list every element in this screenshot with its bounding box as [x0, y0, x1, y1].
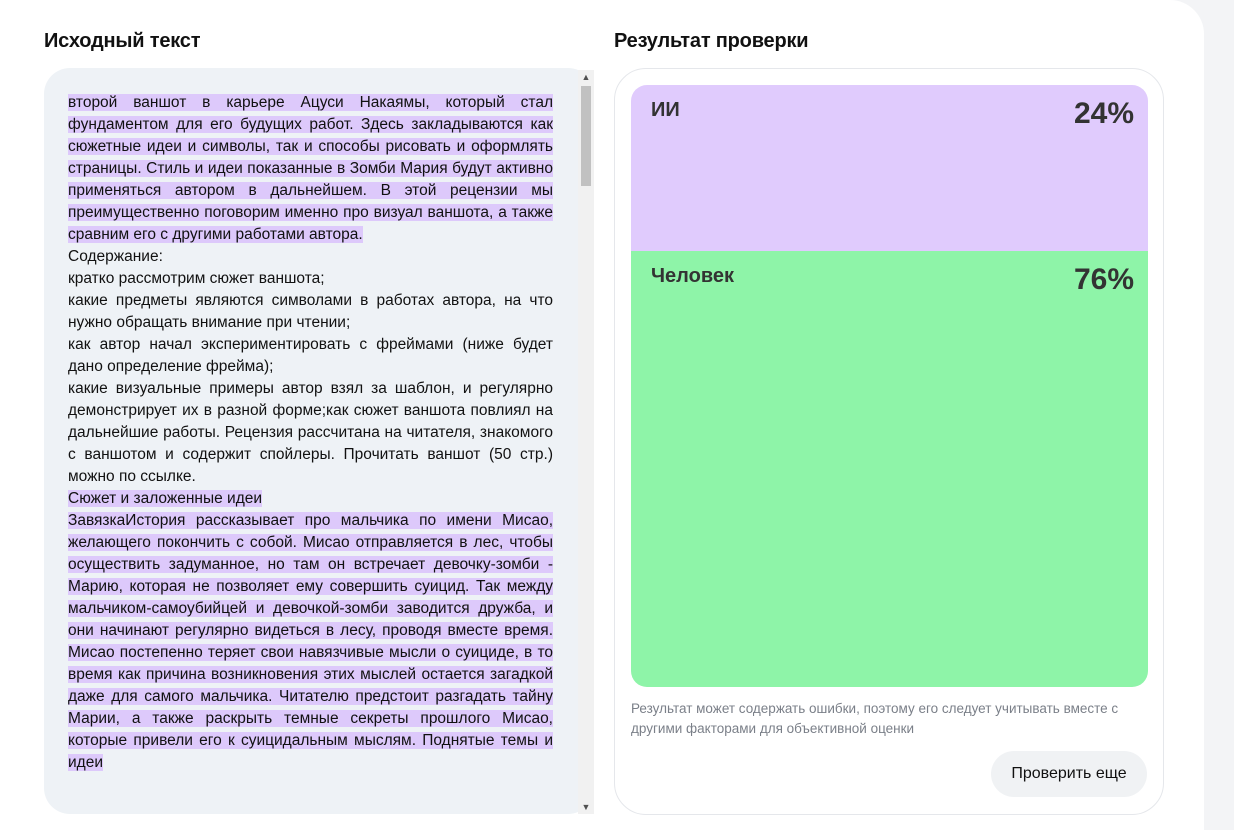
result-panel — [614, 68, 1164, 815]
text-segment: Содержание: — [68, 248, 163, 265]
source-text-panel[interactable] — [44, 68, 594, 814]
ai-label: ИИ — [651, 99, 680, 121]
text-segment: как сюжет ваншота повлиял на дальнейшие работы. Рецензия рассчитана на читателя, знакомого с ваншотом и содержит спойлеры. Прочитать ваншот (50 стр.) можно по ссылке. — [68, 402, 553, 485]
result-disclaimer: Результат может содержать ошибки, поэтому его следует учитывать вместе с другими факторами для объективной оценки — [631, 701, 1119, 736]
scroll-thumb[interactable] — [581, 86, 591, 186]
source-heading: Исходный текст — [44, 30, 201, 52]
text-segment: как автор начал экспериментировать с фреймами (ниже будет дано определение фрейма); — [68, 336, 553, 375]
source-scrollbar[interactable] — [578, 70, 594, 814]
check-again-button[interactable]: Проверить еще — [991, 751, 1147, 797]
human-label: Человек — [651, 265, 734, 287]
ai-highlighted-segment: Сюжет и заложенные идеи — [68, 490, 263, 507]
result-bars — [631, 85, 1148, 687]
text-segment: какие визуальные примеры автор взял за шаблон, и регулярно демонстрирует их в разной форме; — [68, 380, 553, 419]
ai-highlighted-segment: Завязка — [68, 512, 126, 529]
scroll-up-arrow-icon[interactable]: ▲ — [581, 72, 591, 82]
source-text[interactable] — [68, 92, 553, 814]
result-heading: Результат проверки — [614, 30, 809, 52]
text-segment: какие предметы являются символами в работах автора, на что нужно обращать внимание при чтении; — [68, 292, 553, 331]
ai-percentage: 24% — [1073, 97, 1134, 130]
human-percentage: 76% — [1073, 263, 1134, 296]
ai-highlighted-segment: второй ваншот в карьере Ацуси Накаямы, который стал фундаментом для его будущих работ. Здесь закладываются как сюжетные идеи и символы, так и способы рисовать и оформлять страницы. Стиль и идеи показанные в Зомби Мария будут активно применяться автором в дальнейшем. В этой рецензии мы преимущественно поговорим именно про визуал ваншота, а также сравним его с другими работами автора. — [68, 94, 553, 243]
ai-bar — [631, 85, 1148, 251]
ai-highlighted-segment: История рассказывает про мальчика по имени Мисао, желающего покончить с собой. Мисао отправляется в лес, чтобы осуществить задуманное, но там он встречает девочку-зомби - Марию, которая не позволяет ему совершить суицид. Так между мальчиком-самоубийцей и девочкой-зомби заводится дружба, и они начинают регулярно видеться в лесу, проводя вместе время. Мисао постепенно теряет свои навязчивые мысли о суициде, в то время как причина возникновения этих мыслей остается загадкой даже для самого мальчика. Читателю предстоит разгадать тайну Марии, а также раскрыть темные секреты прошлого Мисао, которые привели его к суицидальным мыслям. Поднятые темы и идеи — [68, 512, 553, 771]
text-segment: кратко рассмотрим сюжет ваншота; — [68, 270, 325, 287]
human-bar — [631, 251, 1148, 687]
scroll-down-arrow-icon[interactable]: ▼ — [581, 802, 591, 812]
